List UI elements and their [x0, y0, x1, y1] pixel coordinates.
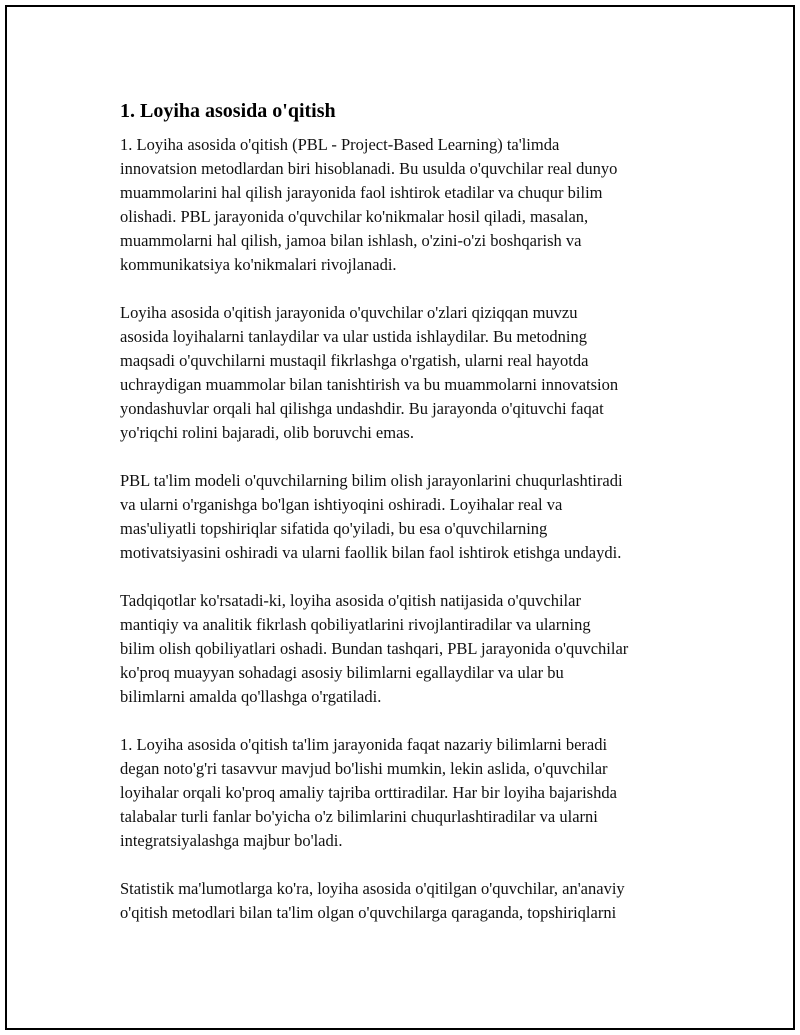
paragraph-3: PBL ta'lim modeli o'quvchilarning bilim olish jarayonlarini chuqurlashtiradi va ularni o'rganishga bo'lgan ishtiyoqini oshiradi. Loyihalar real va mas'uliyatli topshiriqlar sifatida qo'yiladi, bu esa o'quvchilarning motivatsiyasini oshiradi va ularni faollik bilan faol ishtirok etishga undaydi.	[120, 471, 623, 562]
paragraph-4: Tadqiqotlar ko'rsatadi-ki, loyiha asosida o'qitish natijasida o'quvchilar mantiqiy va analitik fikrlash qobiliyatlarini rivojlantiradilar va ularning bilim olish qobiliyatlari oshadi. Bundan tashqari, PBL jarayonida o'quvchilar ko'proq muayyan sohadagi asosiy bilimlarni egallaydilar va ular bu bilimlarni amalda qo'llashga o'rgatiladi.	[120, 591, 629, 706]
section-heading: 1. Loyiha asosida o'qitish	[120, 100, 336, 122]
paragraph-1: 1. Loyiha asosida o'qitish (PBL - Project-Based Learning) ta'limda innovatsion metodlardan biri hisoblanadi. Bu usulda o'quvchilar real dunyo muammolarini hal qilish jarayonida faol ishtirok etadilar va chuqur bilim olishadi. PBL jarayonida o'quvchilar ko'nikmalar hosil qiladi, masalan, muammolarni hal qilish, jamoa bilan ishlash, o'zini-o'zi boshqarish va kommunikatsiya ko'nikmalari rivojlanadi.	[120, 135, 618, 274]
paragraph-5: 1. Loyiha asosida o'qitish ta'lim jarayonida faqat nazariy bilimlarni beradi degan noto'g'ri tasavvur mavjud bo'lishi mumkin, lekin aslida, o'quvchilar loyihalar orqali ko'proq amaliy tajriba orttiradilar. Har bir loyiha bajarishda talabalar turli fanlar bo'yicha o'z bilimlarini chuqurlashtiradilar va ularni integratsiyalashga majbur bo'ladi.	[120, 735, 617, 850]
page-frame	[5, 5, 795, 1030]
document-body	[120, 97, 700, 949]
paragraph-2: Loyiha asosida o'qitish jarayonida o'quvchilar o'zlari qiziqqan muvzu asosida loyihalarni tanlaydilar va ular ustida ishlaydilar. Bu metodning maqsadi o'quvchilarni mustaqil fikrlashga o'rgatish, ularni real hayotda uchraydigan muammolar bilan tanishtirish va bu muammolarni innovatsion yondashuvlar orqali hal qilishga undashdir. Bu jarayonda o'qituvchi faqat yo'riqchi rolini bajaradi, olib boruvchi emas.	[120, 303, 619, 442]
paragraph-6: Statistik ma'lumotlarga ko'ra, loyiha asosida o'qitilgan o'quvchilar, an'anaviy o'qitish metodlari bilan ta'lim olgan o'quvchilarga qaraganda, topshiriqlarni	[120, 879, 625, 922]
